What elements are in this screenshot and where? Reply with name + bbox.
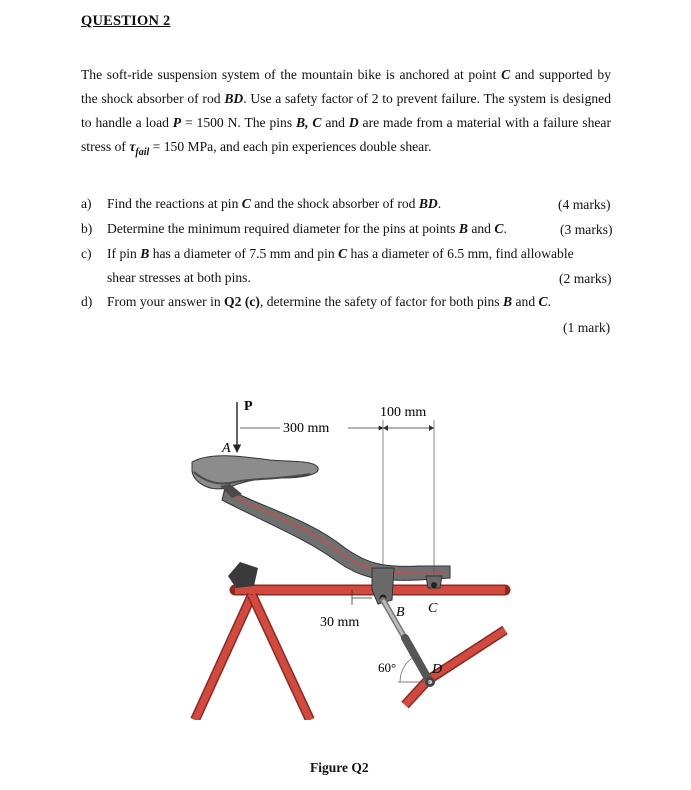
question-intro: The soft-ride suspension system of the mountain bike is anchored at point C and supported by the shock absorber of rod BD. Use a safety factor of 2 to prevent failure. The system is designed to handle a load P = 1500 N. The pins B, C and D are made from a material with a failure shear stress of $\tau_{fail} = 150$ MPa, and each pin experiences double shear. — [81, 67, 612, 158]
load-p-arrow — [221, 399, 253, 456]
label-100mm: 100 mm — [380, 405, 427, 420]
part-b-label: b) — [81, 221, 93, 236]
question-heading: QUESTION 2 — [81, 13, 171, 29]
part-c-text: If pin B has a diameter of 7.5 mm and pin C has a diameter of 6.5 mm, find allowable — [107, 246, 574, 261]
dimension-30mm — [320, 590, 372, 630]
part-c-marks: (2 marks) — [559, 271, 612, 286]
label-60deg: 60° — [378, 660, 397, 675]
part-d-text: From your answer in Q2 (c), determine the safety of factor for both pins B and C. — [107, 294, 552, 309]
label-c: C — [428, 601, 438, 616]
label-300mm: 300 mm — [283, 421, 330, 436]
bike-frame — [195, 562, 505, 720]
label-d: D — [432, 662, 443, 677]
seat-arm — [222, 488, 450, 580]
label-p: P — [244, 399, 253, 414]
part-d-marks: (1 mark) — [563, 320, 611, 335]
label-a: A — [222, 441, 231, 456]
part-d-label: d) — [81, 294, 93, 309]
label-b: B — [396, 605, 405, 620]
bike-saddle — [192, 456, 318, 498]
bike-suspension-figure — [180, 390, 520, 720]
dimension-100mm — [380, 405, 434, 576]
part-a-text: Find the reactions at pin C and the shock absorber of rod BD. — [107, 196, 442, 211]
label-30mm: 30 mm — [320, 615, 360, 630]
dimension-300mm — [240, 421, 383, 436]
part-b-text: Determine the minimum required diameter for the pins at points B and C. — [107, 221, 507, 236]
part-a-label: a) — [81, 196, 92, 211]
figure-caption: Figure Q2 — [310, 760, 369, 775]
part-c-label: c) — [81, 246, 92, 261]
part-c-text-line2: shear stresses at both pins. — [107, 270, 251, 285]
part-a-marks: (4 marks) — [558, 197, 611, 212]
part-b-marks: (3 marks) — [560, 222, 613, 237]
pin-c-bracket — [426, 576, 442, 588]
